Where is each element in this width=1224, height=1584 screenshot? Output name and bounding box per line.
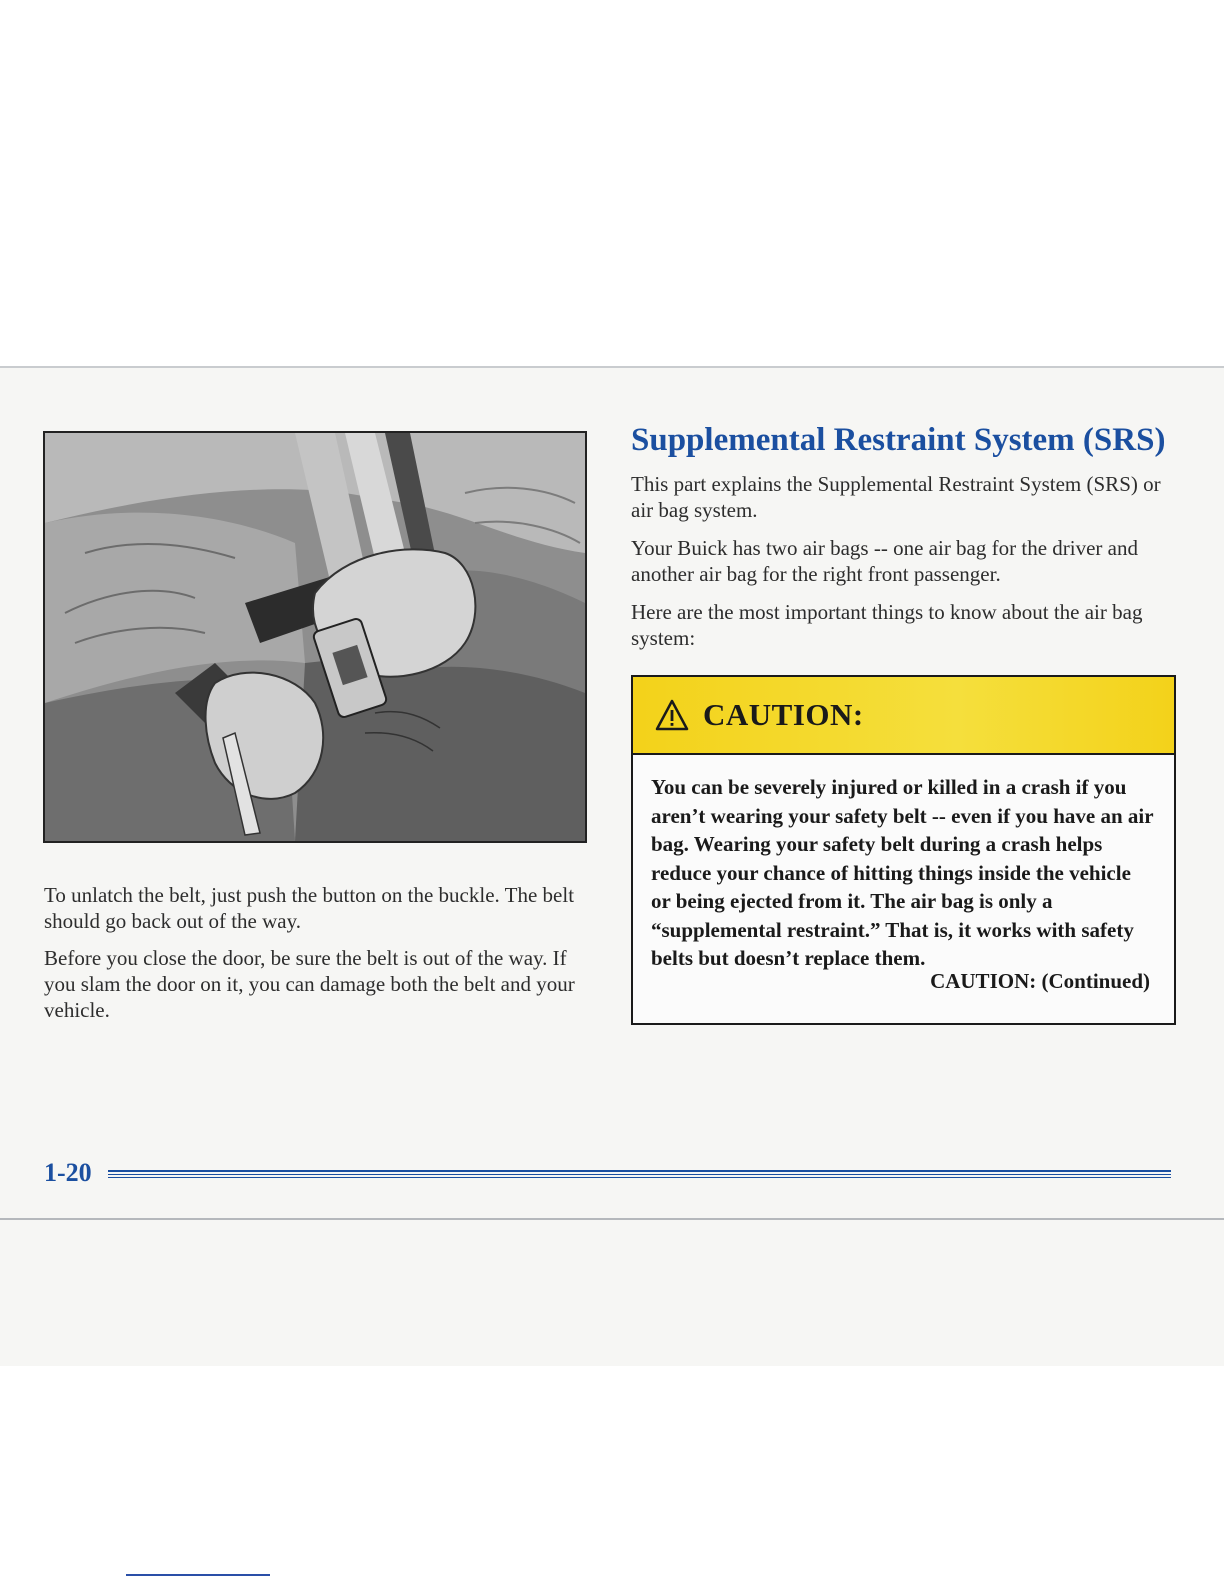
caution-box [631,675,1176,1025]
bottom-divider [0,1218,1224,1220]
caution-header [633,677,1174,755]
caution-title: CAUTION: [703,697,864,732]
srs-intro-paragraph: This part explains the Supplemental Restraint System (SRS) or air bag system. [631,472,1161,522]
page-number: 1-20 [44,1158,92,1187]
section-title: Supplemental Restraint System (SRS) [631,422,1166,458]
seat-belt-illustration [43,431,587,843]
left-column-text [44,882,594,1034]
right-column-text [631,471,1179,663]
top-divider [0,366,1224,368]
warning-triangle-icon [655,699,689,731]
caution-continued-label: CAUTION: (Continued) [930,969,1150,993]
important-things-paragraph: Here are the most important things to know about the air bag system: [631,600,1143,650]
door-paragraph: Before you close the door, be sure the belt is out of the way. If you slam the door on it, you can damage both the belt and your vehicle. [44,946,575,1022]
seat-belt-buckle-drawing [45,433,585,841]
caution-body: You can be severely injured or killed in a crash if you aren’t wearing your safety belt -- even if you have an air bag. Wearing your safety belt during a crash helps reduce your chance of hitting things inside the vehicle or being ejected from it. The air bag is only a “supplemental restraint.” That is, it works with safety belts but doesn’t replace them. [651,775,1154,970]
footer-rule [108,1170,1171,1179]
unlatch-paragraph: To unlatch the belt, just push the button on the buckle. The belt should go back out of the way. [44,883,575,933]
two-air-bags-paragraph: Your Buick has two air bags -- one air bag for the driver and another air bag for the right front passenger. [631,536,1138,586]
bottom-mark-line [126,1574,270,1576]
